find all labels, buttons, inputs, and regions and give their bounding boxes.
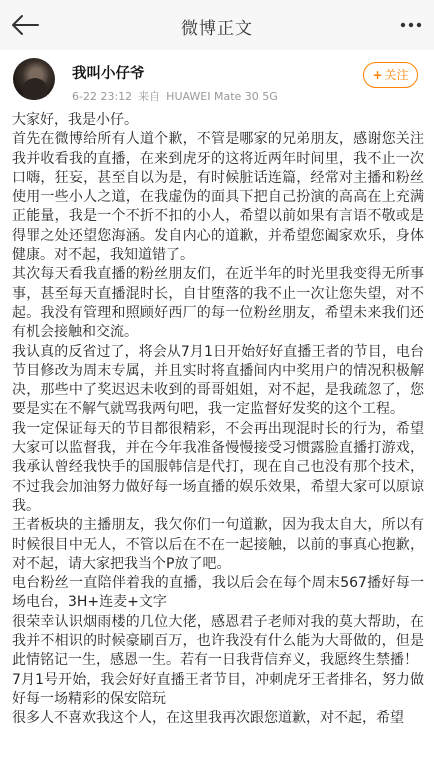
top-navigation-bar [0, 0, 434, 50]
post-paragraph: 首先在微博给所有人道个歉，不管是哪家的兄弟朋友，感谢您关注我并收看我的直播，在来到虎牙的这将近两年时间里，我不止一次口嗨，狂妄，甚至自以为是，有时候脏话连篇，经常对主播和粉丝使用一些小人之道，在我虚伪的面具下把自己扮演的高高在上充满正能量，我是一个不折不扣的小人，希望以前如果有言语不敬或是得罪之处还望您海涵。发自内心的道歉，并希望您阖家欢乐，身体健康。对不起，我知道错了。 [12, 131, 424, 264]
follow-label: 关注 [384, 68, 409, 82]
plus-icon: + [372, 68, 383, 82]
avatar[interactable] [13, 58, 55, 100]
source-device[interactable]: HUAWEI Mate 30 5G [166, 90, 278, 103]
post-paragraph: 大家好，我是小仔。 [12, 112, 138, 128]
author-name[interactable]: 我叫小仔爷 [72, 66, 145, 82]
more-dots-icon[interactable] [400, 22, 422, 28]
post-body [12, 111, 424, 729]
post-paragraph: 其次每天看我直播的粉丝朋友们，在近半年的时光里我变得无所事事，甚至每天直播混时长，自甘堕落的我不止一次让您失望，对不起。我没有管理和照顾好西厂的每一位粉丝朋友，希望未来我们还有机会接触和交流。 [12, 266, 424, 341]
author-header [0, 50, 434, 112]
post-paragraph: 电台粉丝一直陪伴着我的直播，我以后会在每个周末567播好每一场电台，3H+连麦+文字 [12, 575, 424, 611]
post-paragraph: 7月1号开始，我会好好直播王者节目，冲刺虎牙王者排名，努力做好每一场精彩的保安陪玩 [12, 671, 424, 707]
post-paragraph: 王者板块的主播朋友，我欠你们一句道歉，因为我太自大，所以有时候很目中无人，不管以后在不在一起接触，以前的事真心抱歉，对不起，请大家把我当个P放了吧。 [12, 517, 424, 572]
source-prefix: 来自 [138, 90, 161, 103]
page-title: 微博正文 [181, 19, 253, 39]
post-paragraph: 很荣幸认识烟雨楼的几位大佬，感恩君子老师对我的莫大帮助，在我并不相识的时候豪刷百万，也许我没有什么能为大哥做的，但是此情铭记一生，感恩一生。若有一日我背信弃义，我愿终生禁播！ [12, 613, 424, 669]
post-date: 6-22 23:12 [72, 90, 133, 103]
post-paragraph: 我认真的反省过了，将会从7月1日开始好好直播王者的节目，电台节目修改为周末专属，并且实时将直播间内中奖用户的情况积极解决，那些中了奖迟迟未收到的哥哥姐姐，对不起，是我疏忽了，您要是实在不解气就骂我两句吧，我一定监督好发奖的这个工程。 [12, 343, 424, 418]
follow-button[interactable] [363, 62, 418, 88]
post-meta [72, 88, 278, 104]
post-paragraph: 很多人不喜欢我这个人，在这里我再次跟您道歉，对不起，希望 [12, 710, 404, 727]
post-paragraph: 我一定保证每天的节目都很精彩，不会再出现混时长的行为，希望大家可以监督我，并在今年我准备慢慢接受习惯露脸直播打游戏，我承认曾经我快手的国服韩信是代打，现在自己也没有那个技术，不过我会加油努力做好每一场直播的娱乐效果，希望大家可以原谅我。 [12, 420, 424, 514]
